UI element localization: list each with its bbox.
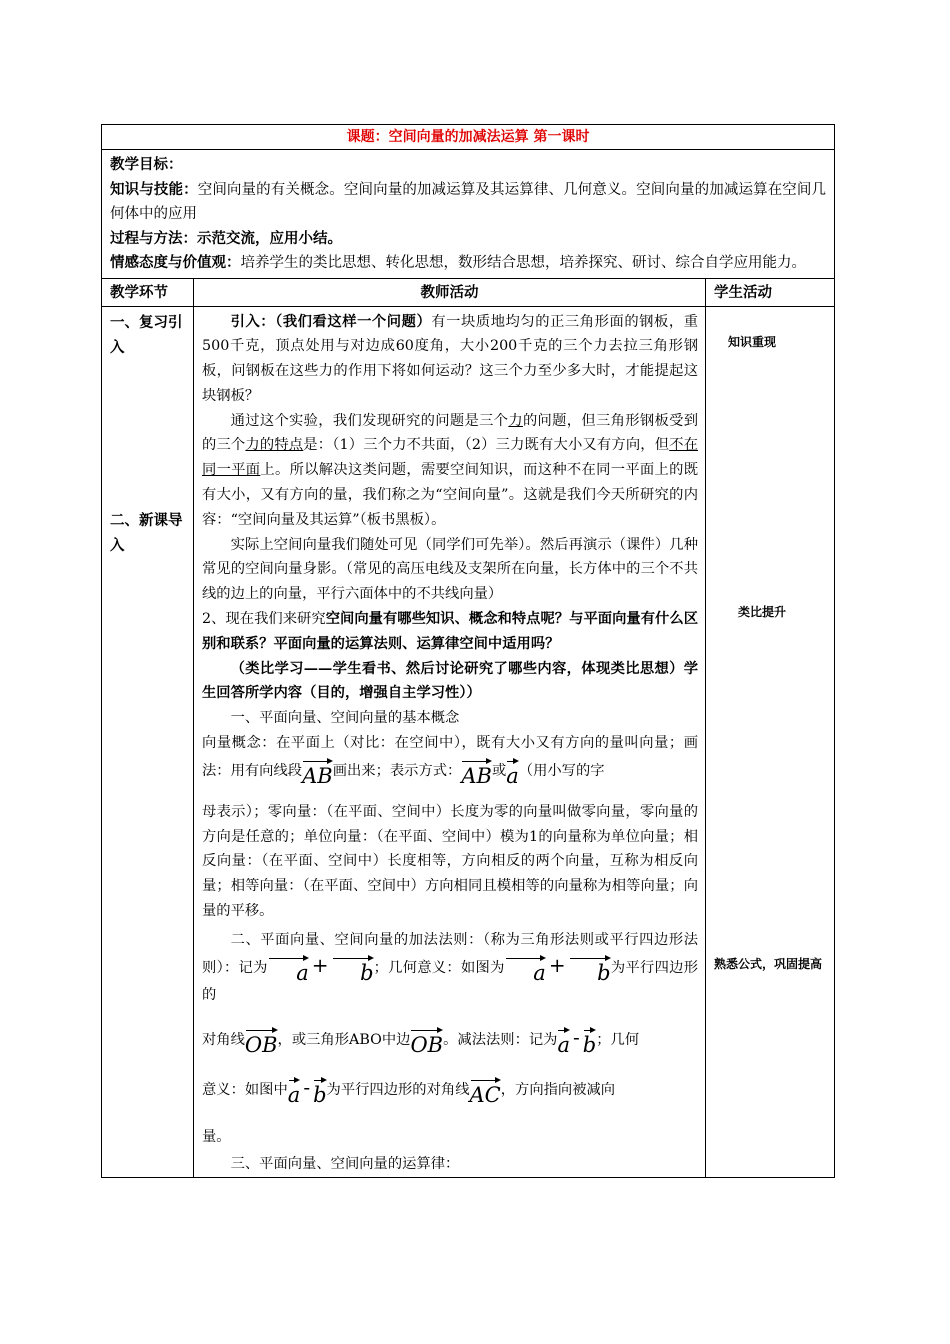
vector-AB: AB	[302, 756, 333, 786]
section-basic-concepts: 一、平面向量、空间向量的基本概念	[230, 710, 460, 727]
subtraction-text-a: 意义：如图中	[202, 1082, 288, 1099]
addition-text-c: 为平行四边形的	[202, 959, 699, 1003]
addition-rule-paragraph	[202, 928, 698, 1008]
addition-text-a: 二、平面向量、空间向量的加法法则：（称为三角形法则或平行四边形法则）：记为	[202, 931, 698, 976]
examples-paragraph: 实际上空间向量我们随处可见（同学们可先举）。然后再演示（课件）几种常见的空间向量身影。（常见的高压电线及支架所在向量，长方体中的三个不共线的边上的向量，平行六面体中的不共线向量）	[202, 536, 698, 603]
vector-a-2: a	[505, 953, 546, 983]
vector-concept-text-a: 向量概念：在平面上（对比：在空间中），既有大小又有方向的量叫向量；画法：用有向线段	[202, 735, 698, 779]
minus-sign-2: -	[303, 1075, 311, 1100]
objectives-heading: 教学目标：	[110, 156, 183, 173]
vector-AC: AC	[470, 1075, 501, 1105]
vector-b-4: b	[313, 1075, 326, 1105]
diagonal-text-b: ，或三角形ABO中边	[277, 1032, 411, 1049]
objectives-section	[102, 150, 835, 279]
lesson-title: 课题：空间向量的加减法运算 第一课时	[102, 125, 835, 150]
underline-not-coplanar: 不在同一平面	[202, 437, 698, 479]
vector-concept-paragraph	[202, 731, 698, 786]
vector-OB: OB	[245, 1025, 278, 1055]
intro-paragraph	[202, 310, 698, 409]
experiment-text-d: 上。所以解决这类问题，需要空间知识，而这种不在同一平面上的既有大小，又有方向的量，我们称之为“空间向量”。这就是我们今天所研究的内容：“空间向量及其运算”（板书黑板）。	[202, 462, 698, 528]
experiment-text-b: 的问题，但三角形钢板受到的三个	[202, 412, 699, 454]
minus-sign: -	[573, 1025, 580, 1050]
vector-b-2: b	[569, 953, 611, 983]
experiment-paragraph	[202, 409, 698, 533]
vector-concept-or: 或	[491, 762, 507, 779]
knowledge-text: 空间向量的有关概念。空间向量的加减运算及其运算律、几何意义。空间向量的加减运算在空间几何体中的应用	[110, 181, 827, 222]
intro-lead: 引入：（我们看这样一个问题）	[230, 313, 432, 330]
attitude-label: 情感态度与价值观：	[110, 254, 241, 271]
knowledge-objective	[110, 178, 826, 227]
vector-types-paragraph: 母表示）；零向量：（在平面、空间中）长度为零的向量叫做零向量，零向量的方向是任意的；单位向量：（在平面、空间中）模为1的向量称为单位向量；相反向量：（在平面、空间中）长度相等，方向相反的两个向量，互称为相反向量；相等向量：（在平面、空间中）方向相同且模相等的向量称为相等向量；向量的平移。	[202, 803, 698, 920]
header-teacher: 教师活动	[194, 278, 706, 306]
analogy-paragraph: （类比学习——学生看书、然后讨论研究了哪些内容，体现类比思想）学生回答所学内容（目的，增强自主学习性））	[202, 660, 698, 702]
vector-concept-text-b: 画出来；表示方式：	[332, 762, 462, 779]
vector-b-3: b	[583, 1025, 596, 1055]
process-text: 示范交流，应用小结。	[197, 229, 342, 247]
diagonal-paragraph	[202, 1025, 698, 1058]
process-objective	[110, 227, 826, 252]
diagonal-text-d: ；几何	[596, 1032, 640, 1049]
vector-a-4: a	[288, 1075, 301, 1105]
question-text-b: 空间向量有哪些知识、概念和特点呢？与平面向量有什么区别和联系？平面向量的运算法则、运算律空间中适用吗？	[202, 611, 698, 652]
header-student: 学生活动	[706, 278, 835, 306]
plus-sign: +	[311, 952, 329, 977]
experiment-text-a: 通过这个实验，我们发现研究的问题是三个	[230, 412, 509, 429]
student-activity-recall: 知识重现	[728, 334, 777, 349]
vector-concept-text-d: （用小写的字	[518, 762, 605, 779]
question-text-a: 2、现在我们来研究	[202, 611, 326, 628]
addition-text-b: ；几何意义：如图为	[373, 959, 505, 976]
stage-new-lesson: 二、新课导入	[110, 511, 183, 554]
header-stage: 教学环节	[102, 278, 194, 306]
vector-a-notation: a	[506, 756, 519, 786]
underline-force-features: 力的特点	[245, 437, 304, 454]
attitude-objective	[110, 251, 826, 276]
question-paragraph	[202, 607, 698, 657]
subtraction-text-c: ，方向指向被减向	[500, 1082, 616, 1099]
intro-text: 有一块质地均匀的正三角形面的钢板，重500千克，顶点处用与对边成60度角，大小200千克的三个力去拉三角形钢板，问钢板在这些力的作用下将如何运动？这三个力至少多大时，才能提起这块钢板？	[202, 313, 699, 404]
attitude-text: 培养学生的类比思想、转化思想，数形结合思想，培养探究、研讨、综合自学应用能力。	[240, 255, 806, 271]
plus-sign-2: +	[548, 952, 566, 977]
subtraction-end: 量。	[202, 1129, 231, 1146]
diagonal-text-c: 。减法法则：记为	[443, 1032, 558, 1049]
process-label: 过程与方法：	[110, 229, 197, 247]
lesson-plan-page	[101, 124, 834, 1178]
vector-AB-notation: AB	[461, 756, 492, 786]
vector-a-3: a	[557, 1025, 570, 1055]
lesson-plan-table	[101, 124, 835, 1178]
vector-a: a	[268, 953, 309, 983]
experiment-text-c: 是：（1）三个力不共面，（2）三力既有大小又有方向，但	[303, 437, 670, 454]
underline-force: 力	[508, 412, 523, 429]
subtraction-meaning-paragraph	[202, 1075, 698, 1108]
student-activity-practice: 熟悉公式，巩固提高	[714, 956, 823, 971]
teacher-activity	[194, 306, 706, 1178]
knowledge-label: 知识与技能：	[110, 180, 198, 198]
vector-OB-2: OB	[410, 1025, 443, 1055]
diagonal-text-a: 对角线	[202, 1032, 245, 1049]
stage-review: 一、复习引入	[110, 313, 183, 356]
stage-column	[102, 306, 194, 1178]
section-operation-laws: 三、平面向量、空间向量的运算律：	[230, 1156, 460, 1173]
student-activity	[706, 306, 835, 1178]
vector-b: b	[332, 953, 374, 983]
subtraction-text-b: 为平行四边形的对角线	[326, 1082, 470, 1099]
student-activity-analogy: 类比提升	[738, 604, 787, 619]
